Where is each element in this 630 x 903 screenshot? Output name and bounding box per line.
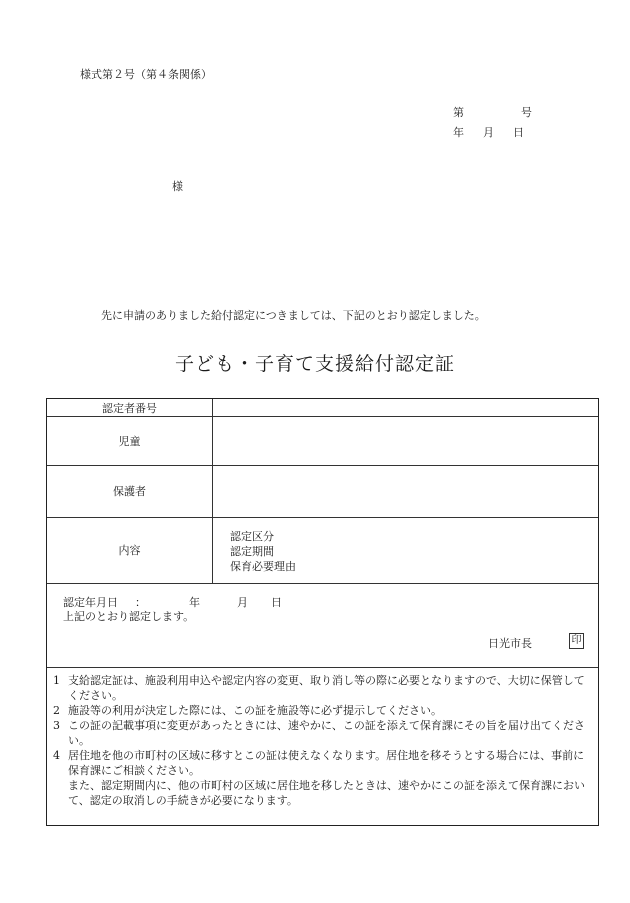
cert-date-hi: 日	[271, 596, 282, 609]
date-tsuki: 月	[483, 126, 494, 139]
note-item	[53, 673, 592, 703]
notes-section	[53, 673, 592, 808]
number-dai: 第	[453, 106, 464, 119]
note-4-supplement: また、認定期間内に、他の市町村の区域に居住地を移したときは、速やかにこの証を添えて保育課において、認定の取消しの手続きが必要になります。	[68, 779, 585, 807]
cert-number-row	[47, 399, 598, 417]
cert-date-nen: 年	[189, 596, 200, 609]
document-title: 子ども・子育て支援給付認定証	[174, 353, 455, 375]
seal-mark: 印	[569, 633, 584, 649]
form-number: 様式第２号（第４条関係）	[80, 68, 212, 81]
number-go: 号	[521, 106, 532, 119]
cert-date-label: 認定年月日	[63, 596, 118, 609]
note-number: 2	[53, 704, 60, 717]
note-text: 居住地を他の市町村の区域に移すとこの証は使えなくなります。居住地を移そうとする場合には、事前に保育課にご相談ください。	[68, 749, 585, 777]
content-row	[47, 517, 598, 584]
note-number: 4	[53, 749, 60, 762]
content-label: 内容	[47, 517, 213, 583]
certification-statement: 上記のとおり認定します。	[63, 610, 195, 623]
certification-section	[47, 583, 598, 668]
note-item	[53, 718, 592, 748]
content-item-reason: 保育必要理由	[230, 560, 296, 573]
cert-number-value	[212, 399, 598, 416]
cert-date-tsuki: 月	[237, 596, 248, 609]
content-item-period: 認定期間	[230, 545, 274, 558]
date-hi: 日	[513, 126, 524, 139]
note-text: この証の記載事項に変更があったときには、速やかに、この証を添えて保育課にその旨を届け出てください。	[68, 719, 585, 747]
guardian-value	[212, 465, 598, 517]
content-item-category: 認定区分	[230, 530, 274, 543]
content-value	[212, 517, 598, 583]
child-label: 児童	[47, 416, 213, 465]
intro-text: 先に申請のありました給付認定につきましては、下記のとおり認定しました。	[101, 309, 486, 322]
note-number: 1	[53, 674, 60, 687]
guardian-label: 保護者	[47, 465, 213, 517]
content-items	[230, 529, 296, 574]
note-item	[53, 748, 592, 778]
child-value	[212, 416, 598, 465]
note-text: 支給認定証は、施設利用申込や認定内容の変更、取り消し等の際に必要となりますので、大切に保管してください。	[68, 674, 585, 702]
date-nen: 年	[453, 126, 464, 139]
note-text: 施設等の利用が決定した際には、この証を施設等に必ず提示してください。	[68, 704, 442, 717]
mayor-title: 日光市長	[488, 637, 532, 650]
certificate-table	[46, 398, 599, 826]
note-number: 3	[53, 719, 60, 732]
recipient-suffix: 様	[172, 180, 183, 193]
cert-number-label: 認定者番号	[47, 399, 213, 416]
document-number-date	[453, 103, 532, 143]
note-item	[53, 703, 592, 718]
cert-date-colon: ：	[135, 596, 146, 609]
guardian-row	[47, 465, 598, 518]
child-row	[47, 416, 598, 466]
